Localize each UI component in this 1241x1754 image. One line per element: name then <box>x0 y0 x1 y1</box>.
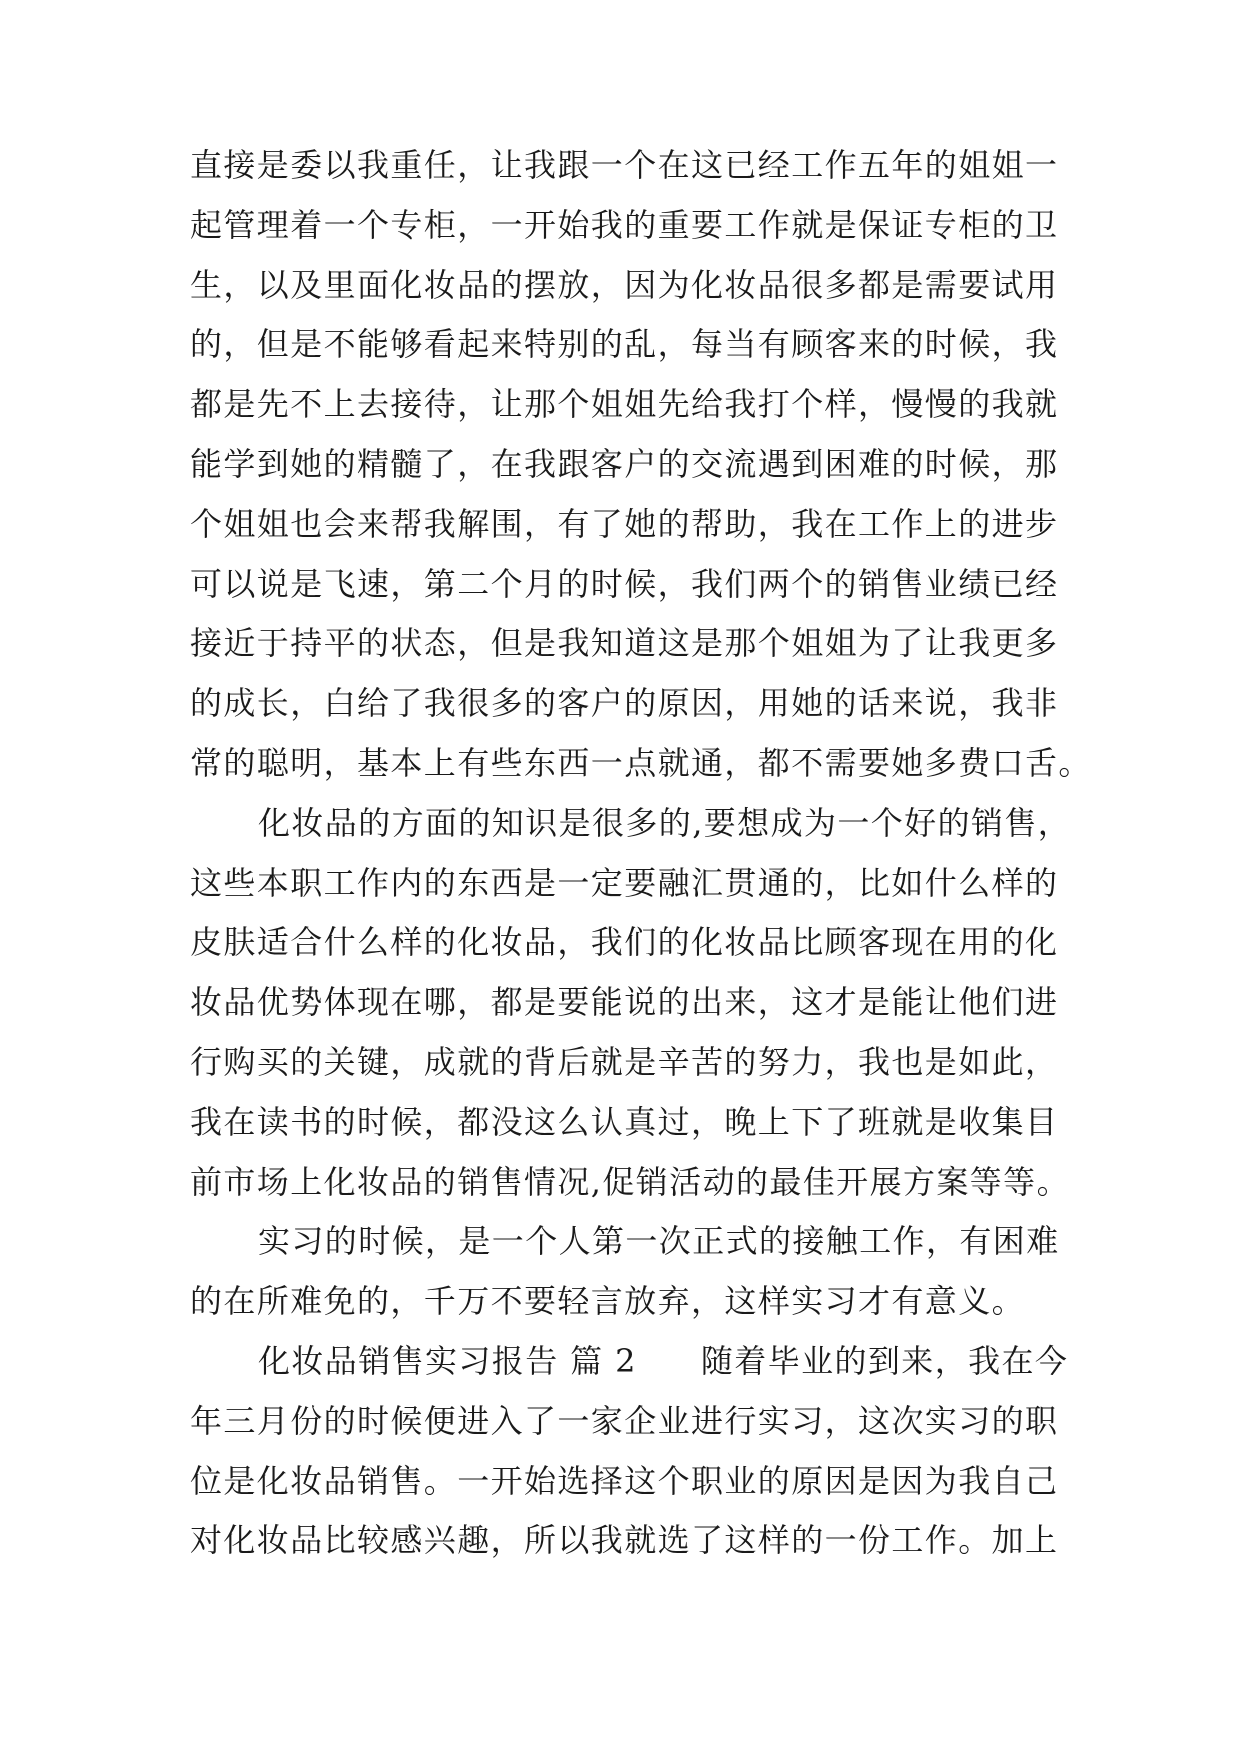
section-intro-text: 随着毕业的到来，我在今 <box>700 1341 1069 1380</box>
text-line: 的，但是不能够看起来特别的乱，每当有顾客来的时候，我 <box>190 325 1059 364</box>
text-line: 这些本职工作内的东西是一定要融汇贯通的，比如什么样的 <box>190 863 1059 902</box>
text-line: 常的聪明，基本上有些东西一点就通，都不需要她多费口舌。 <box>190 743 1092 782</box>
text-line: 年三月份的时候便进入了一家企业进行实习，这次实习的职 <box>190 1401 1059 1440</box>
text-line: 都是先不上去接待，让那个姐姐先给我打个样，慢慢的我就 <box>190 385 1059 424</box>
document-body <box>190 136 1092 1571</box>
text-line: 可以说是飞速，第二个月的时候，我们两个的销售业绩已经 <box>190 564 1059 603</box>
text-line: 接近于持平的状态，但是我知道这是那个姐姐为了让我更多 <box>190 624 1059 663</box>
text-line: 生，以及里面化妆品的摆放，因为化妆品很多都是需要试用 <box>190 265 1059 304</box>
paragraph-first-line: 化妆品的方面的知识是很多的,要想成为一个好的销售， <box>258 803 1072 842</box>
text-line: 的在所难免的，千万不要轻言放弃，这样实习才有意义。 <box>190 1282 1026 1321</box>
text-line: 能学到她的精髓了，在我跟客户的交流遇到困难的时候，那 <box>190 444 1059 483</box>
section-heading-line <box>190 1332 1069 1392</box>
text-line: 妆品优势体现在哪，都是要能说的出来，这才是能让他们进 <box>190 983 1059 1022</box>
text-line: 位是化妆品销售。一开始选择这个职业的原因是因为我自己 <box>190 1461 1059 1500</box>
text-line: 直接是委以我重任，让我跟一个在这已经工作五年的姐姐一 <box>190 146 1059 184</box>
text-line: 前市场上化妆品的销售情况,促销活动的最佳开展方案等等。 <box>190 1162 1070 1201</box>
text-line: 行购买的关键，成就的背后就是辛苦的努力，我也是如此， <box>190 1042 1059 1081</box>
text-line: 皮肤适合什么样的化妆品，我们的化妆品比顾客现在用的化 <box>190 923 1059 962</box>
text-line: 我在读书的时候，都没这么认真过，晚上下了班就是收集目 <box>190 1102 1059 1141</box>
text-line: 起管理着一个专柜，一开始我的重要工作就是保证专柜的卫 <box>190 205 1059 244</box>
text-line: 个姐姐也会来帮我解围，有了她的帮助，我在工作上的进步 <box>190 504 1059 543</box>
paragraph-first-line: 实习的时候，是一个人第一次正式的接触工作，有困难 <box>258 1222 1060 1261</box>
text-line: 的成长，白给了我很多的客户的原因，用她的话来说，我非 <box>190 684 1059 723</box>
text-line: 对化妆品比较感兴趣，所以我就选了这样的一份工作。加上 <box>190 1521 1059 1560</box>
section-heading: 化妆品销售实习报告 篇 2 <box>258 1341 637 1380</box>
